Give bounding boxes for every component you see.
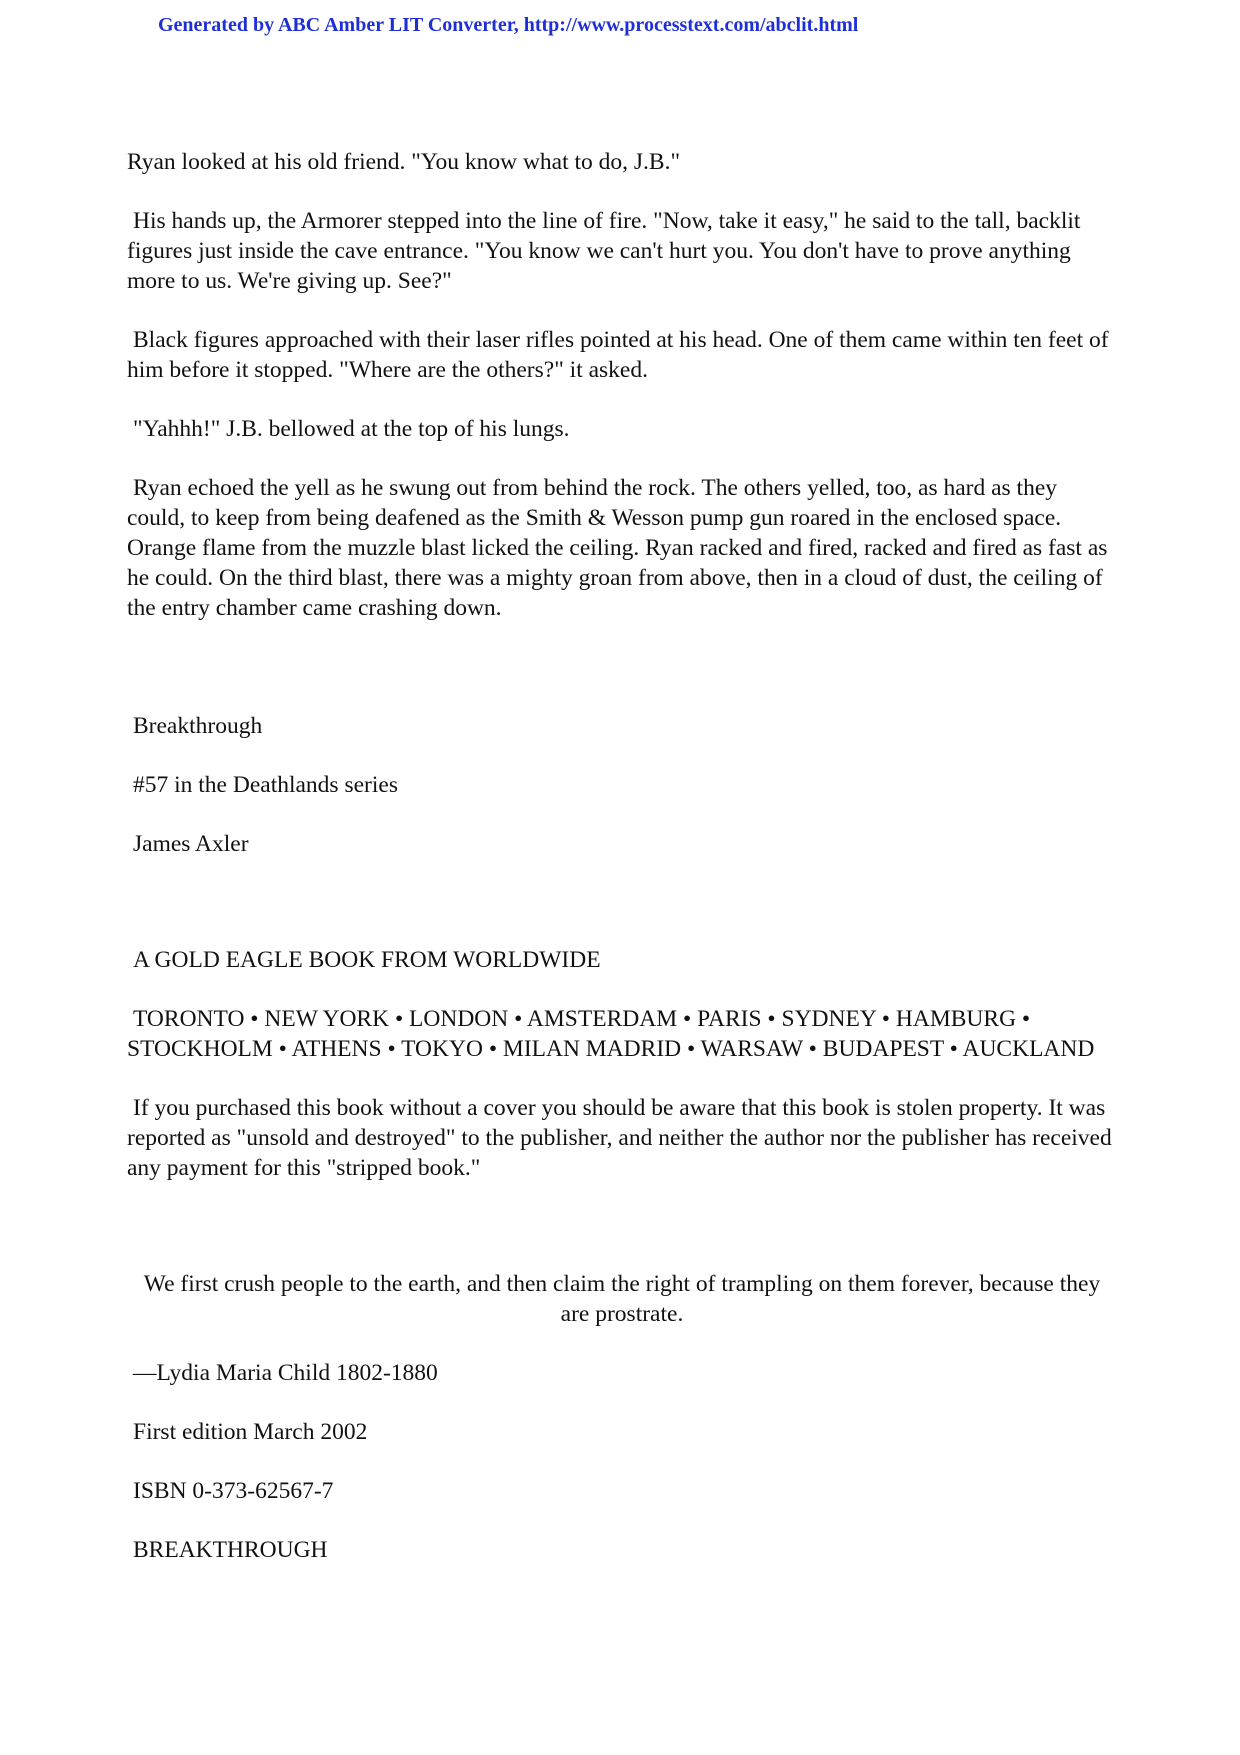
series-line: #57 in the Deathlands series [133,772,398,798]
cover-notice: If you purchased this book without a cover you should be aware that this book is stolen property. It was reported as "unsold and destroyed" to the publisher, and neither the author nor the publisher has received any payment for this "stripped book." [127,1095,1112,1181]
paragraph-2: His hands up, the Armorer stepped into the line of fire. "Now, take it easy," he said to the tall, backlit figures just inside the cave entrance. "You know we can't hurt you. You don't have to prove anything more to us. We're giving up. See?" [127,208,1081,294]
epigraph-attribution: —Lydia Maria Child 1802-1880 [133,1360,438,1386]
author-name: James Axler [133,831,249,857]
paragraph-3: Black figures approached with their laser rifles pointed at his head. One of them came within ten feet of him before it stopped. "Where are the others?" it asked. [127,327,1109,383]
epigraph: We first crush people to the earth, and then claim the right of trampling on them forever, because they are prostrate. [143,1271,1101,1327]
isbn-line: ISBN 0-373-62567-7 [133,1478,334,1504]
cities-list: TORONTO • NEW YORK • LONDON • AMSTERDAM • PARIS • SYDNEY • HAMBURG • STOCKHOLM • ATHENS • TOKYO • MILAN MADRID • WARSAW • BUDAPEST • AUCKLAND [127,1006,1095,1062]
paragraph-1: Ryan looked at his old friend. "You know what to do, J.B." [127,149,681,175]
edition-line: First edition March 2002 [133,1419,368,1445]
converter-header: Generated by ABC Amber LIT Converter, http://www.processtext.com/abclit.html [158,14,859,36]
paragraph-4: "Yahhh!" J.B. bellowed at the top of his lungs. [133,416,570,442]
book-title: Breakthrough [133,713,263,739]
paragraph-5: Ryan echoed the yell as he swung out from behind the rock. The others yelled, too, as hard as they could, to keep from being deafened as the Smith & Wesson pump gun roared in the enclosed space. Orange flame from the muzzle blast licked the ceiling. Ryan racked and fired, racked and fired as fast as he could. On the third blast, there was a mighty groan from above, then in a cloud of dust, the ceiling of the entry chamber came crashing down. [127,475,1108,621]
document-body [127,147,1117,1594]
title-caps: BREAKTHROUGH [133,1537,328,1563]
publisher-line: A GOLD EAGLE BOOK FROM WORLDWIDE [133,947,601,973]
